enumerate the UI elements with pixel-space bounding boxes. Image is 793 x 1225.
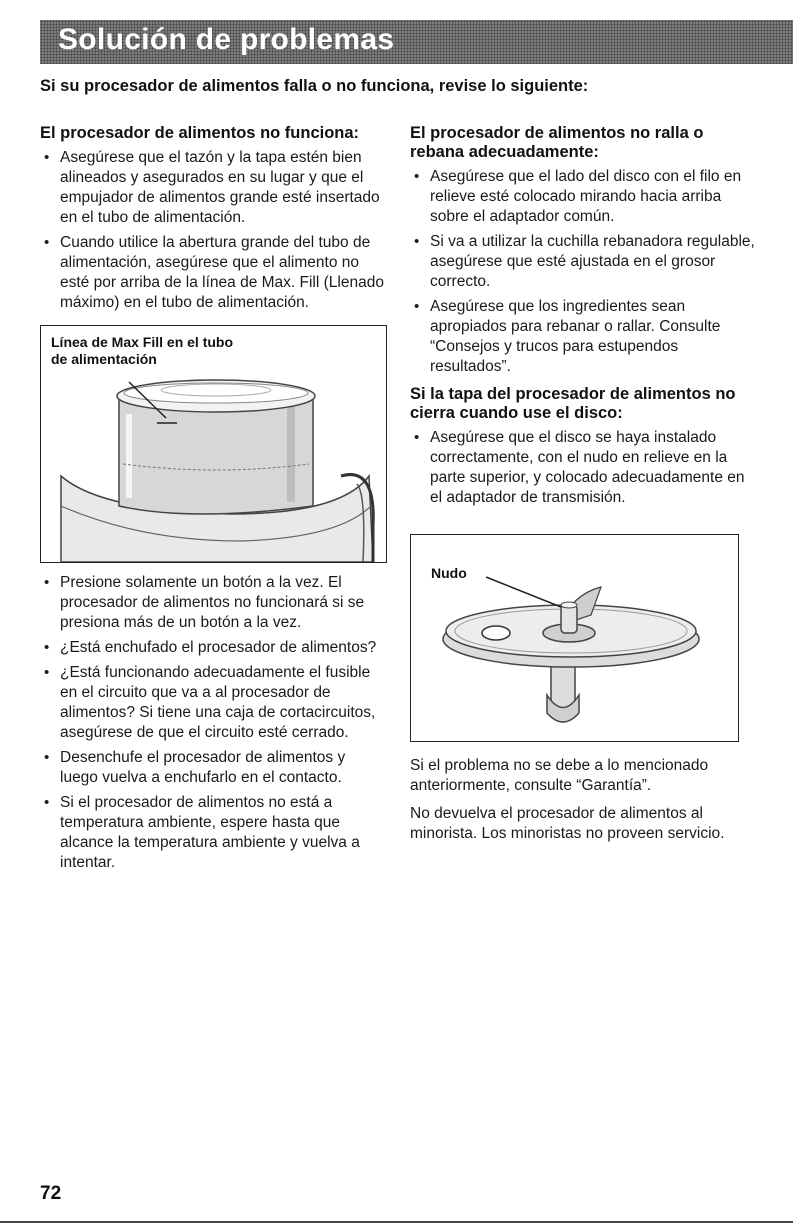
title-banner [40, 20, 793, 64]
bullet-list-slicing [410, 167, 755, 377]
list-item: • Si el procesador de alimentos no está a temperatura ambiente, espere hasta que alcance la temperatura ambiente y vuelva a intentar. [40, 793, 385, 873]
list-item: • Asegúrese que el tazón y la tapa estén bien alineados y asegurados en su lugar y que el empujador de alimentos grande esté insertado en el tubo de alimentación. [40, 148, 385, 228]
paragraph-return: No devuelva el procesador de alimentos al minorista. Los minoristas no proveen servicio. [410, 805, 725, 842]
list-item: • Asegúrese que el disco se haya instalado correctamente, con el nudo en relieve en la parte superior, y colocado adecuadamente en el adaptador de transmisión. [410, 428, 755, 508]
list-item: • Si va a utilizar la cuchilla rebanadora regulable, asegúrese que esté ajustada en el grosor correcto. [410, 232, 755, 292]
intro-text: Si su procesador de alimentos falla o no funciona, revise lo siguiente: [40, 77, 589, 95]
list-item: • Desenchufe el procesador de alimentos y luego vuelva a enchufarlo en el contacto. [40, 748, 385, 788]
section-heading-slicing: El procesador de alimentos no ralla o rebana adecuadamente: [410, 124, 704, 161]
list-item: • Asegúrese que el lado del disco con el filo en relieve esté colocado mirando hacia arriba sobre el adaptador común. [410, 167, 755, 227]
left-column [40, 124, 385, 873]
section-heading-lid: Si la tapa del procesador de alimentos no cierra cuando use el disco: [410, 385, 736, 422]
feed-tube-illustration [40, 325, 387, 563]
list-item: • Cuando utilice la abertura grande del tubo de alimentación, asegúrese que el alimento no esté por arriba de la línea de Max. Fill (Llenado máximo) en el tubo de alimentación. [40, 233, 385, 313]
list-item: • Presione solamente un botón a la vez. El procesador de alimentos no funcionará si se presiona más de un botón a la vez. [40, 573, 385, 633]
figure-caption-knob: Nudo [431, 565, 467, 581]
page-number: 72 [40, 1183, 62, 1204]
bottom-divider [0, 1221, 793, 1223]
list-item: • Asegúrese que los ingredientes sean apropiados para rebanar o rallar. Consulte “Consejos y trucos para estupendos resultados”. [410, 297, 755, 377]
list-item: • ¿Está enchufado el procesador de alimentos? [40, 638, 385, 658]
bullet-list-not-working-b [40, 573, 385, 873]
paragraph-warranty: Si el problema no se debe a lo mencionado anteriormente, consulte “Garantía”. [410, 757, 709, 794]
page-title: Solución de problemas [58, 23, 395, 56]
list-item: • ¿Está funcionando adecuadamente el fusible en el circuito que va a al procesador de alimentos? Si tiene una caja de cortacircuitos, asegúrese de que el circuito esté cerrado. [40, 663, 385, 743]
disc-illustration [410, 534, 739, 742]
figure-caption-max-fill: Línea de Max Fill en el tubo de alimentación [51, 334, 234, 367]
bullet-list-lid [410, 428, 755, 508]
bullet-list-not-working-a [40, 148, 385, 313]
right-column [410, 124, 755, 844]
section-heading-not-working: El procesador de alimentos no funciona: [40, 124, 360, 142]
